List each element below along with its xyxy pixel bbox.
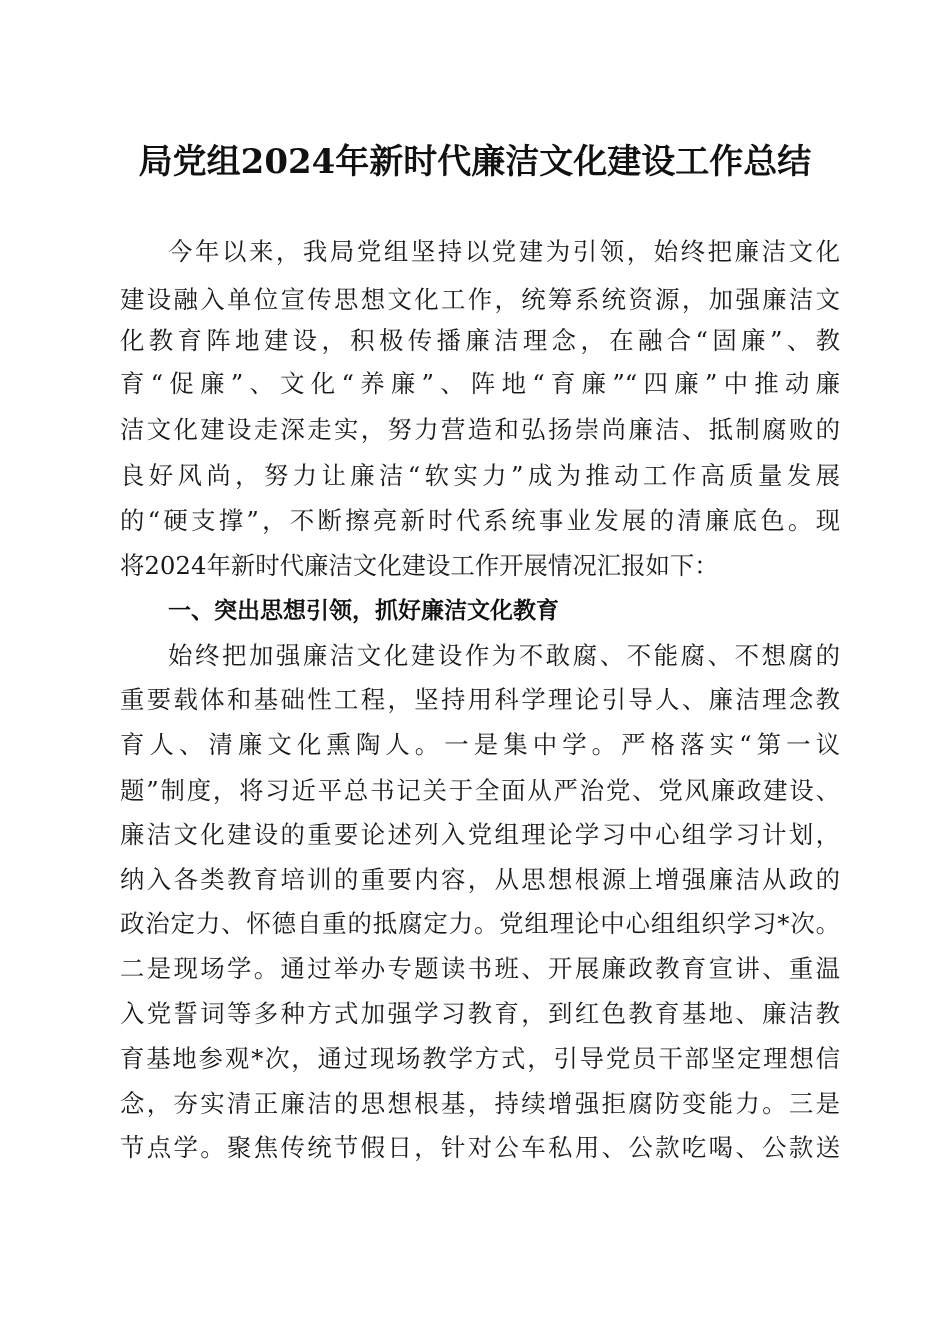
paragraph-line: 题”制度，将习近平总书记关于全面从严治党、党风廉政建设、 bbox=[120, 776, 840, 805]
paragraph-line: 廉洁文化建设的重要论述列入党组理论学习中心组学习计划， bbox=[120, 820, 840, 849]
paragraph-line: 入党誓词等多种方式加强学习教育，到红色教育基地、廉洁教 bbox=[120, 999, 840, 1028]
document-title: 局党组2024年新时代廉洁文化建设工作总结 bbox=[138, 142, 812, 182]
paragraph-line: 育人、清廉文化熏陶人。一是集中学。严格落实“第一议 bbox=[120, 730, 840, 759]
paragraph-line: 洁文化建设走深走实，努力营造和弘扬崇尚廉洁、抵制腐败的 bbox=[120, 415, 840, 444]
paragraph-line: 将2024年新时代廉洁文化建设工作开展情况汇报如下： bbox=[120, 551, 719, 580]
paragraph-line: 念，夯实清正廉洁的思想根基，持续增强拒腐防变能力。三是 bbox=[120, 1089, 840, 1118]
paragraph-line: 建设融入单位宣传思想文化工作，统筹系统资源，加强廉洁文 bbox=[120, 285, 840, 314]
paragraph-line: 育“促廉”、文化“养廉”、阵地“育廉”“四廉”中推动廉 bbox=[120, 369, 840, 398]
paragraph-line: 重要载体和基础性工程，坚持用科学理论引导人、廉洁理念教 bbox=[120, 685, 840, 714]
paragraph-line: 政治定力、怀德自重的抵腐定力。党组理论中心组组织学习*次。 bbox=[120, 909, 840, 938]
paragraph-line: 始终把加强廉洁文化建设作为不敢腐、不能腐、不想腐的 bbox=[168, 641, 840, 670]
paragraph-line: 育基地参观*次，通过现场教学方式，引导党员干部坚定理想信 bbox=[120, 1044, 840, 1073]
paragraph-line: 节点学。聚焦传统节假日，针对公车私用、公款吃喝、公款送 bbox=[120, 1133, 840, 1162]
section-heading: 一、突出思想引领，抓好廉洁文化教育 bbox=[168, 598, 559, 624]
paragraph-line: 化教育阵地建设，积极传播廉洁理念，在融合“固廉”、教 bbox=[120, 326, 840, 355]
paragraph-line: 的“硬支撑”，不断擦亮新时代系统事业发展的清廉底色。现 bbox=[120, 506, 840, 535]
paragraph-line: 二是现场学。通过举办专题读书班、开展廉政教育宣讲、重温 bbox=[120, 954, 840, 983]
paragraph-line: 今年以来，我局党组坚持以党建为引领，始终把廉洁文化 bbox=[168, 237, 840, 266]
paragraph-line: 纳入各类教育培训的重要内容，从思想根源上增强廉洁从政的 bbox=[120, 865, 840, 894]
paragraph-line: 良好风尚，努力让廉洁“软实力”成为推动工作高质量发展 bbox=[120, 461, 840, 490]
